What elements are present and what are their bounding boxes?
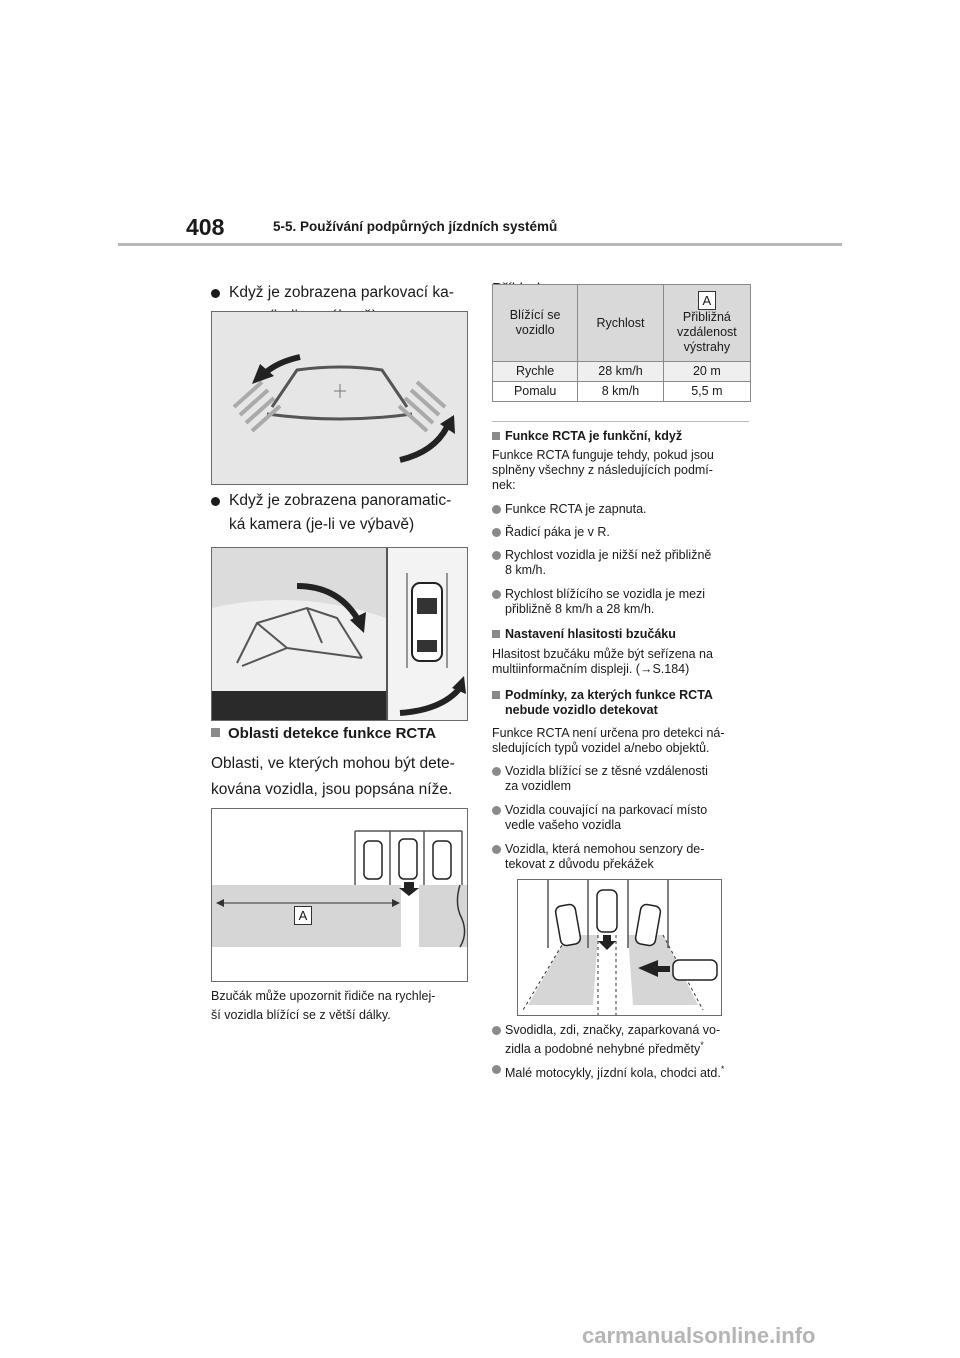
- table-row: Rychle 28 km/h 20 m: [493, 362, 751, 382]
- bullet-icon: [211, 497, 220, 506]
- table-row: Pomalu 8 km/h 5,5 m: [493, 382, 751, 402]
- bullet-icon: [492, 806, 501, 815]
- bullet-icon: [492, 590, 501, 599]
- non-detection-text: Funkce RCTA není určena pro detekci ná- sledujících typů vozidel a/nebo objektů.: [492, 726, 725, 755]
- bullet-icon: [492, 505, 501, 514]
- col-header-speed: Rychlost: [578, 285, 663, 362]
- buzzer-volume-heading: Nastavení hlasitosti bzučáku: [492, 627, 676, 642]
- rcta-areas-heading: [211, 725, 436, 742]
- spec-table-wrap: [492, 284, 751, 402]
- figure-caption: [211, 987, 481, 1025]
- square-bullet-icon: [492, 630, 500, 638]
- spec-table: [492, 284, 751, 402]
- list-item: Řadicí páka je v R.: [492, 525, 757, 541]
- section-divider: [492, 421, 749, 422]
- label-a: A: [698, 291, 716, 310]
- list-item: Funkce RCTA je zapnuta.: [492, 502, 757, 518]
- bullet-icon: [492, 767, 501, 776]
- footnote-mark: *: [720, 1064, 725, 1074]
- rcta-functional-heading: Funkce RCTA je funkční, když: [492, 429, 682, 444]
- bullet-text: Když je zobrazena panoramatic-: [229, 492, 452, 509]
- non-detection-heading: Podmínky, za kterých funkce RCTA nebude vozidlo detekovat: [492, 688, 757, 718]
- parking-camera-figure: [211, 311, 468, 485]
- bullet-icon: [492, 551, 501, 560]
- label-a-left: [294, 906, 312, 925]
- caption-line: ší vozidla blížící se z větší dálky.: [211, 1008, 391, 1022]
- list-item: Rychlost vozidla je nižší než přibližně 8 km/h.: [492, 548, 757, 580]
- label-a: A: [294, 906, 312, 925]
- list-item: Malé motocykly, jízdní kola, chodci atd.*: [492, 1062, 762, 1078]
- section-title: 5-5. Používání podpůrných jízdních systémů: [273, 219, 558, 234]
- panoramic-camera-figure: [211, 547, 468, 721]
- col-header-vehicle: Blížící se vozidlo: [493, 285, 578, 362]
- col-header-distance: A Přibližná vzdálenost výstrahy: [663, 285, 750, 362]
- rcta-areas-text: [211, 751, 481, 803]
- body-line: Oblasti, ve kterých mohou být dete-: [211, 755, 455, 772]
- bullet-icon: [492, 528, 501, 537]
- list-item: Vozidla, která nemohou senzory de- tekovat z důvodu překážek: [492, 842, 757, 874]
- bullet-text: ká kamera (je-li ve výbavě): [229, 516, 415, 533]
- obstacle-figure: [517, 879, 722, 1016]
- bullet-panoramic-camera: [211, 489, 471, 539]
- bullet-icon: [211, 289, 220, 298]
- square-bullet-icon: [492, 691, 500, 699]
- list-item: Vozidla blížící se z těsné vzdálenosti za vozidlem: [492, 764, 757, 796]
- page-number: 408: [186, 214, 225, 240]
- bullet-text: Když je zobrazena parkovací ka-: [229, 284, 454, 301]
- square-bullet-icon: [492, 432, 500, 440]
- bullet-icon: [492, 1065, 501, 1074]
- list-item: Rychlost blížícího se vozidla je mezi přibližně 8 km/h a 28 km/h.: [492, 587, 757, 619]
- body-line: kována vozidla, jsou popsána níže.: [211, 781, 453, 798]
- footnote-mark: *: [700, 1040, 704, 1050]
- bullet-icon: [492, 845, 501, 854]
- list-item: Svodidla, zdi, značky, zaparkovaná vo- zidla a podobné nehybné předměty*: [492, 1023, 762, 1055]
- detection-area-figure: [211, 808, 468, 982]
- square-bullet-icon: [211, 728, 220, 737]
- heading-text: Oblasti detekce funkce RCTA: [228, 725, 437, 742]
- bullet-icon: [492, 1026, 501, 1035]
- buzzer-volume-text: Hlasitost bzučáku může být seřízena na multiinformačním displeji. (→S.184): [492, 647, 713, 676]
- rcta-functional-text: Funkce RCTA funguje tehdy, pokud jsou splněny všechny z následujících podmí- nek:: [492, 448, 714, 492]
- header-divider: [118, 243, 842, 246]
- watermark: carmanualsonline.info: [582, 1323, 816, 1348]
- list-item: Vozidla couvající na parkovací místo vedle vašeho vozidla: [492, 803, 757, 835]
- caption-line: Bzučák může upozornit řidiče na rychlej-: [211, 989, 436, 1003]
